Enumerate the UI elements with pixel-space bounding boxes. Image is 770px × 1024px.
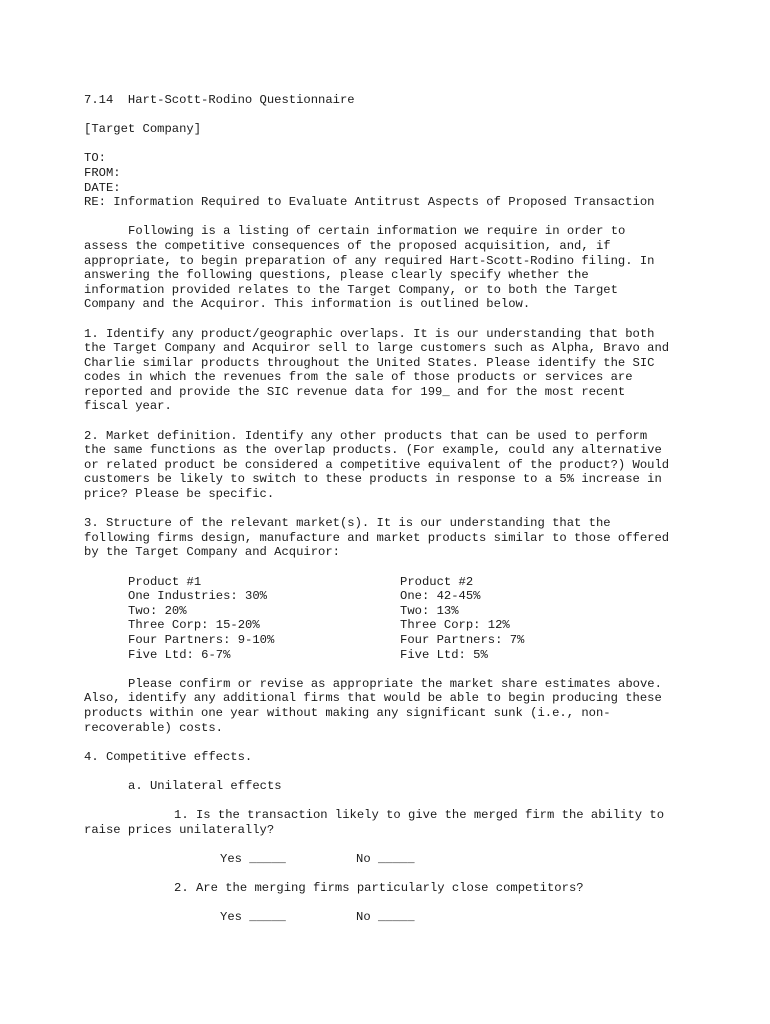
no-blank[interactable]: No _____ [356, 910, 415, 925]
q1-line: reported and provide the SIC revenue data for 199_ and for the most recent [84, 384, 626, 399]
question-4a: a. Unilateral effects [128, 778, 282, 793]
intro-line: information provided relates to the Target Company, or to both the Target [84, 282, 618, 297]
q3-line: following firms design, manufacture and market products similar to those offered [84, 530, 670, 545]
memo-re: RE: Information Required to Evaluate Antitrust Aspects of Proposed Transaction [84, 195, 655, 210]
q4a1-line: raise prices unilaterally? [84, 822, 275, 837]
memo-to: TO: [84, 151, 106, 166]
yes-blank[interactable]: Yes _____ [220, 910, 286, 925]
product-1-share: Three Corp: 15-20% [128, 618, 260, 633]
question-4a2: 2. Are the merging firms particularly close competitors? [174, 881, 584, 896]
product-2-share: Four Partners: 7% [400, 632, 525, 647]
product-1-share: One Industries: 30% [128, 589, 267, 604]
question-2 [84, 429, 694, 502]
intro-paragraph [84, 224, 694, 312]
confirm-line: recoverable) costs. [84, 720, 223, 735]
q3-line: 3. Structure of the relevant market(s). It is our understanding that the [84, 516, 611, 531]
memo-from: FROM: [84, 165, 121, 180]
confirm-line: products within one year without making any significant sunk (i.e., non- [84, 705, 611, 720]
q2-line: customers be likely to switch to these products in response to a 5% increase in [84, 472, 662, 487]
product-1-share: Four Partners: 9-10% [128, 632, 275, 647]
confirm-line: Please confirm or revise as appropriate the market share estimates above. [128, 676, 662, 691]
question-4: 4. Competitive effects. [84, 749, 253, 764]
product-2-share: Five Ltd: 5% [400, 647, 488, 662]
answer-row-1 [84, 852, 694, 867]
product-2-column [400, 575, 672, 663]
no-blank[interactable]: No _____ [356, 851, 415, 866]
intro-line: Company and the Acquiror. This information is outlined below. [84, 297, 531, 312]
question-1 [84, 327, 694, 415]
q4a1-line: 1. Is the transaction likely to give the merged firm the ability to [174, 808, 665, 823]
q1-line: 1. Identify any product/geographic overlaps. It is our understanding that both [84, 326, 655, 341]
q2-line: the same functions as the overlap products. (For example, could any alternative [84, 443, 662, 458]
q2-line: 2. Market definition. Identify any other products that can be used to perform [84, 428, 648, 443]
target-company: [Target Company] [84, 122, 202, 137]
product-2-header: Product #2 [400, 574, 474, 589]
product-2-share: Two: 13% [400, 603, 459, 618]
confirm-paragraph [84, 677, 694, 735]
intro-line: answering the following questions, please clearly specify whether the [84, 268, 589, 283]
q1-line: fiscal year. [84, 399, 172, 414]
question-4a1 [84, 808, 694, 837]
q1-line: codes in which the revenues from the sale of those products or services are [84, 370, 633, 385]
intro-line: assess the competitive consequences of the proposed acquisition, and, if [84, 238, 611, 253]
product-1-share: Five Ltd: 6-7% [128, 647, 231, 662]
document-page [84, 93, 694, 925]
document-title: 7.14 Hart-Scott-Rodino Questionnaire [84, 93, 355, 107]
market-share-table [84, 575, 694, 663]
product-1-share: Two: 20% [128, 603, 187, 618]
yes-blank[interactable]: Yes _____ [220, 851, 286, 866]
product-1-header: Product #1 [128, 574, 202, 589]
q2-line: price? Please be specific. [84, 487, 275, 502]
memo-header [84, 151, 694, 209]
answer-row-2 [84, 910, 694, 925]
q3-line: by the Target Company and Acquiror: [84, 545, 340, 560]
q1-line: Charlie similar products throughout the United States. Please identify the SIC [84, 355, 655, 370]
memo-date: DATE: [84, 180, 121, 195]
q2-line: or related product be considered a competitive equivalent of the product?) Would [84, 457, 670, 472]
intro-line: Following is a listing of certain information we require in order to [128, 224, 626, 239]
confirm-line: Also, identify any additional firms that would be able to begin producing these [84, 691, 662, 706]
product-2-share: One: 42-45% [400, 589, 481, 604]
intro-line: appropriate, to begin preparation of any required Hart-Scott-Rodino filing. In [84, 253, 655, 268]
product-2-share: Three Corp: 12% [400, 618, 510, 633]
product-1-column [128, 575, 400, 663]
question-3 [84, 516, 694, 560]
q1-line: the Target Company and Acquiror sell to large customers such as Alpha, Bravo and [84, 341, 670, 356]
